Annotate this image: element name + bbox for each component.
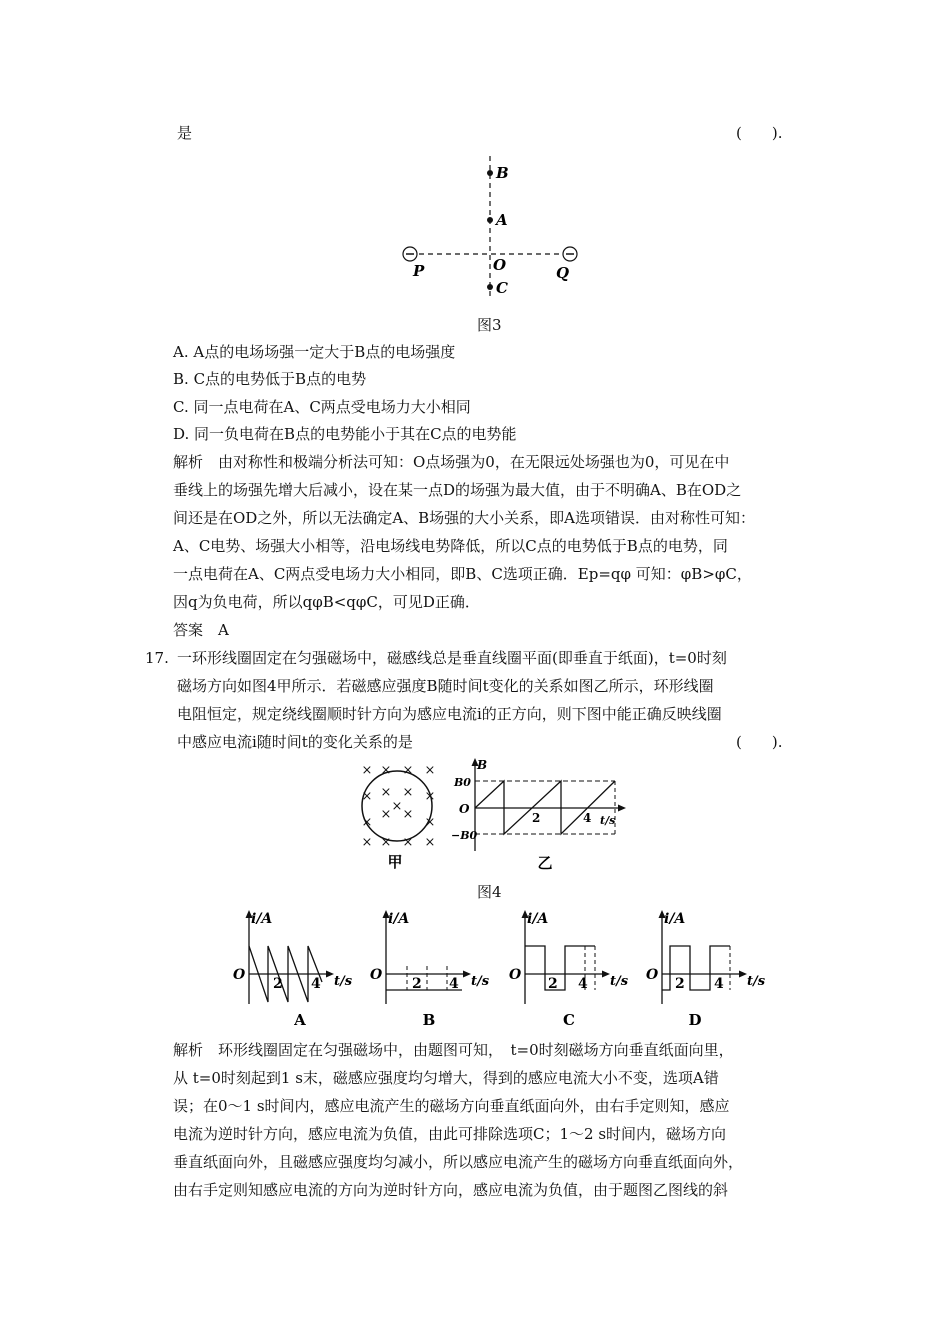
option-d-text: 同一负电荷在B点的电势能小于其在C点的电势能 [194,425,517,443]
svg-text:×: × [380,835,392,850]
question-number: 17. [145,649,169,667]
option-a-letter: A. [173,343,189,361]
label-Q: Q [556,264,570,282]
choice-a-name: A [294,1011,306,1029]
yi-tick-4: 4 [583,811,592,825]
analysis-line: 垂直纸面向外，且磁感应强度均匀减小，所以感应电流产生的磁场方向垂直纸面向外， [173,1153,744,1171]
svg-text:×: × [391,799,403,814]
svg-text:×: × [402,807,414,822]
svg-text:×: × [380,763,392,778]
choice-c-y: i/A [527,911,549,927]
answer-line: 答案 A [173,621,229,639]
choice-d-name: D [688,1011,702,1029]
answer-bracket: ( ). [736,124,783,142]
option-d-letter: D. [173,425,190,443]
figure-4-jia [355,760,445,875]
svg-text:×: × [424,835,436,850]
yi-b0: B0 [454,776,471,789]
choice-c-name: C [563,1011,575,1029]
q17-bracket: ( ). [736,733,783,751]
choice-b-t2: 2 [412,976,422,992]
yi-label: 乙 [537,854,553,872]
choice-c-t4: 4 [578,976,588,992]
analysis-line: 间还是在OD之外，所以无法确定A、B场强的大小关系，即A选项错误．由对称性可知： [173,509,756,527]
analysis-line: 由右手定则知感应电流的方向为逆时针方向，感应电流为负值，由于题图乙图线的斜 [173,1181,729,1199]
choice-graph-a [230,906,360,1031]
svg-text:×: × [402,835,414,850]
option-b-letter: B. [173,370,189,388]
svg-text:×: × [361,763,373,778]
choice-a-origin: O [233,967,246,983]
option-c-letter: C. [173,398,189,416]
option-d [173,425,517,444]
q17-line: 一环形线圈固定在匀强磁场中，磁感线总是垂直线圈平面(即垂直于纸面)，t=0时刻 [177,649,727,667]
choice-c-x: t/s [610,974,629,989]
yi-y-label: B [477,758,488,772]
yi-neg-b0: −B0 [451,829,478,842]
q17-line: 电阻恒定，规定绕线圈顺时针方向为感应电流i的正方向，则下图中能正确反映线圈 [177,705,722,723]
option-a [173,343,455,362]
choice-graph-c [506,906,636,1031]
choice-d-x: t/s [747,974,766,989]
label-C: C [496,279,508,297]
svg-text:×: × [402,785,414,800]
svg-text:×: × [424,815,436,830]
svg-text:×: × [361,835,373,850]
svg-text:×: × [424,789,436,804]
svg-text:×: × [361,815,373,830]
option-a-text: A点的电场场强一定大于B点的电场强度 [193,343,456,361]
choice-graph-b [367,906,497,1031]
choice-c-origin: O [509,967,522,983]
svg-text:×: × [402,763,414,778]
svg-text:×: × [380,785,392,800]
analysis-line: 垂线上的场强先增大后减小，设在某一点D的场强为最大值，由于不明确A、B在OD之 [173,481,742,499]
analysis-line: 电流为逆时针方向，感应电流为负值，由此可排除选项C；1～2 s时间内，磁场方向 [173,1125,727,1143]
jia-label: 甲 [387,853,403,871]
analysis-line: 从 t=0时刻起到1 s末，磁感应强度均匀增大，得到的感应电流大小不变，选项A错 [173,1069,719,1087]
q17-line: 中感应电流i随时间t的变化关系的是 [177,733,413,751]
choice-d-t4: 4 [714,976,724,992]
choice-b-x: t/s [471,974,490,989]
choice-b-y: i/A [388,911,410,927]
analysis-line: 因q为负电荷，所以qφB<qφC，可见D正确． [173,593,480,611]
svg-text:×: × [380,807,392,822]
choice-b-origin: O [370,967,383,983]
choice-b-name: B [422,1011,436,1029]
choice-a-y: i/A [251,911,273,927]
choice-d-t2: 2 [675,976,685,992]
option-c [173,398,471,417]
svg-text:×: × [424,763,436,778]
label-A: A [496,211,508,229]
choice-graph-d [643,906,773,1031]
figure-4-yi [450,756,635,876]
figure-3-caption: 图3 [477,316,502,334]
analysis-line: A、C电势、场强大小相等，沿电场线电势降低，所以C点的电势低于B点的电势，同 [173,537,728,555]
yi-origin: O [459,802,470,816]
figure-4-caption: 图4 [477,883,502,901]
choice-d-y: i/A [664,911,686,927]
option-b [173,370,366,389]
yi-x-label: t/s [600,814,616,827]
choice-b-t4: 4 [449,976,459,992]
choice-d-origin: O [646,967,659,983]
label-B: B [496,164,509,182]
analysis-line: 一点电荷在A、C两点受电场力大小相同，即B、C选项正确．Ep=qφ 可知：φB>φC， [173,565,752,583]
yi-tick-2: 2 [532,811,541,825]
label-P: P [413,262,425,280]
figure-3 [390,150,590,305]
stem-tail: 是 [177,124,193,142]
option-b-text: C点的电势低于B点的电势 [193,370,367,388]
choice-c-t2: 2 [548,976,558,992]
svg-text:×: × [361,789,373,804]
analysis-line: 解析 环形线圈固定在匀强磁场中，由题图可知， t=0时刻磁场方向垂直纸面向里， [173,1041,734,1059]
choice-a-t4: 4 [311,976,321,992]
label-O: O [493,256,507,274]
option-c-text: 同一点电荷在A、C两点受电场力大小相同 [193,398,471,416]
choice-a-t2: 2 [273,976,283,992]
q17-line: 磁场方向如图4甲所示．若磁感应强度B随时间t变化的关系如图乙所示，环形线圈 [177,677,714,695]
choice-a-x: t/s [334,974,353,989]
analysis-line: 误；在0～1 s时间内，感应电流产生的磁场方向垂直纸面向外，由右手定则知，感应 [173,1097,730,1115]
analysis-line: 解析 由对称性和极端分析法可知：O点场强为0，在无限远处场强也为0，可见在中 [173,453,730,471]
